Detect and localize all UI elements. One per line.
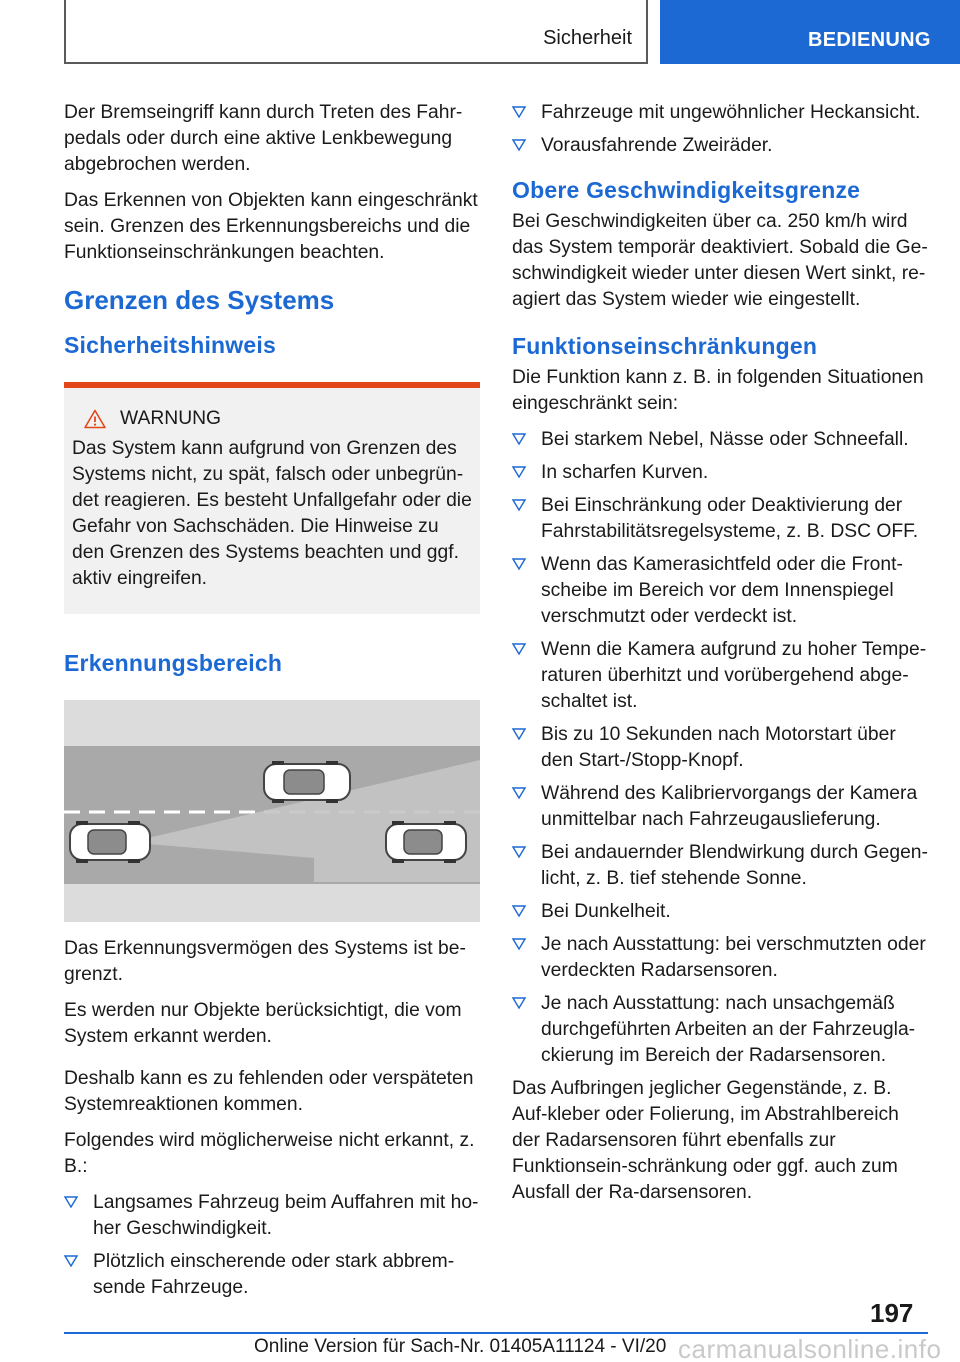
car-ahead-lower <box>386 821 466 863</box>
paragraph: Das Erkennen von Objekten kann eingeschränkt sein. Grenzen des Erkennungsbereichs und die Funktionseinschränkungen beachten. <box>64 190 478 263</box>
list-item-text: Je nach Ausstattung: nach unsachgemäß durchgeführten Arbeiten an der Fahrzeugla-ckierung im Bereich der Radarsensoren. <box>541 993 916 1066</box>
paragraph: Das Aufbringen jeglicher Gegenstände, z. B. Auf-kleber oder Folierung, im Abstrahlbereich der Radarsensoren führt ebenfalls zur Funktionsein-schränkung oder ggf. auch zum Ausfall der Ra-darsensoren. <box>512 1078 899 1203</box>
list-item <box>512 493 928 545</box>
subheading-erkennungsbereich: Erkennungsbereich <box>64 650 283 676</box>
right-column <box>512 100 928 1216</box>
list-item-text: Während des Kalibriervorgangs der Kamera unmittelbar nach Fahrzeugauslieferung. <box>541 783 918 830</box>
triangle-bullet-icon <box>512 786 526 800</box>
triangle-bullet-icon <box>512 996 526 1010</box>
list-item-text: Bei Einschränkung oder Deaktivierung der Fahrstabilitätsregelsysteme, z. B. DSC OFF. <box>541 495 919 542</box>
paragraph: Deshalb kann es zu fehlenden oder verspäteten Systemreaktionen kommen. <box>64 1068 474 1115</box>
paragraph: Das Erkennungsvermögen des Systems ist be-grenzt. <box>64 938 466 985</box>
road-diagram <box>64 700 480 922</box>
bullet-list <box>64 1190 480 1301</box>
triangle-bullet-icon <box>512 105 526 119</box>
car-ahead-upper <box>264 761 350 803</box>
list-item <box>512 552 928 630</box>
list-item <box>512 899 928 925</box>
list-item <box>512 722 928 774</box>
triangle-bullet-icon <box>512 465 526 479</box>
list-item-text: In scharfen Kurven. <box>541 462 709 483</box>
subheading-sicherheitshinweis: Sicherheitshinweis <box>64 332 276 358</box>
header-section-title: Sicherheit <box>543 27 632 49</box>
triangle-bullet-icon <box>512 498 526 512</box>
list-item-text: Je nach Ausstattung: bei verschmutzten oder verdeckten Radarsensoren. <box>541 934 926 981</box>
triangle-bullet-icon <box>512 904 526 918</box>
subheading-obere-geschwindigkeitsgrenze: Obere Geschwindigkeitsgrenze <box>512 177 861 203</box>
list-item-text: Plötzlich einscherende oder stark abbrem-sende Fahrzeuge. <box>93 1251 455 1298</box>
triangle-bullet-icon <box>512 557 526 571</box>
section-heading-grenzen: Grenzen des Systems <box>64 285 335 315</box>
list-item <box>512 637 928 715</box>
warning-text: Das System kann aufgrund von Grenzen des Systems nicht, zu spät, falsch oder unbegrün-det reagieren. Es besteht Unfallgefahr oder die Gefahr von Sachschäden. Die Hinweise zu den Grenzen des Systems beachten und ggf. aktiv eingreifen. <box>72 438 472 589</box>
paragraph: Bei Geschwindigkeiten über ca. 250 km/h wird das System temporär deaktiviert. Sobald die Ge-schwindigkeit wieder unter diesen Wert sinkt, re-agiert das System wieder wie eingestellt. <box>512 211 928 310</box>
header-chapter-tab[interactable] <box>660 0 960 64</box>
list-item <box>512 781 928 833</box>
list-item-text: Wenn das Kamerasichtfeld oder die Front-scheibe im Bereich vor dem Innenspiegel verschmutzt oder verdeckt ist. <box>541 554 903 627</box>
list-item-text: Bei Dunkelheit. <box>541 901 671 922</box>
detection-range-illustration <box>64 700 480 922</box>
list-item <box>512 932 928 984</box>
list-item <box>64 1190 480 1242</box>
list-item-text: Wenn die Kamera aufgrund zu hoher Tempe-raturen überhitzt und vorübergehend abge-schaltet ist. <box>541 639 927 712</box>
list-item-text: Bis zu 10 Sekunden nach Motorstart über den Start-/Stopp-Knopf. <box>541 724 896 771</box>
bullet-list-top <box>512 100 928 159</box>
triangle-bullet-icon <box>512 727 526 741</box>
paragraph: Es werden nur Objekte berücksichtigt, die vom System erkannt werden. <box>64 1000 462 1047</box>
paragraph: Der Bremseingriff kann durch Treten des Fahr-pedals oder durch eine aktive Lenkbewegung abgebrochen werden. <box>64 102 463 175</box>
list-item-text: Bei starkem Nebel, Nässe oder Schneefall. <box>541 429 909 450</box>
triangle-bullet-icon <box>512 432 526 446</box>
list-item <box>512 427 928 453</box>
subheading-funktionseinschraenkungen: Funktionseinschränkungen <box>512 333 818 359</box>
list-item <box>512 991 928 1069</box>
list-item-text: Langsames Fahrzeug beim Auffahren mit ho-her Geschwindigkeit. <box>93 1192 479 1239</box>
list-item <box>64 1249 480 1301</box>
warning-title: WARNUNG <box>120 408 222 429</box>
paragraph: Die Funktion kann z. B. in folgenden Situationen eingeschränkt sein: <box>512 367 924 414</box>
warning-triangle-icon <box>84 409 106 429</box>
car-front-left <box>70 821 150 863</box>
paragraph: Folgendes wird möglicherweise nicht erkannt, z. B.: <box>64 1130 475 1177</box>
triangle-bullet-icon <box>64 1195 78 1209</box>
list-item-text: Fahrzeuge mit ungewöhnlicher Heckansicht. <box>541 102 921 123</box>
list-item <box>512 133 928 159</box>
list-item <box>512 460 928 486</box>
header-section-box <box>64 0 648 64</box>
footer-online-version: Online Version für Sach-Nr. 01405A11124 - VI/20 <box>254 1336 667 1357</box>
list-item <box>512 100 928 126</box>
list-item-text: Bei andauernder Blendwirkung durch Gegen-licht, z. B. tief stehende Sonne. <box>541 842 928 889</box>
warning-box <box>64 382 480 614</box>
triangle-bullet-icon <box>512 642 526 656</box>
header-chapter-label: BEDIENUNG <box>808 29 931 51</box>
triangle-bullet-icon <box>512 845 526 859</box>
triangle-bullet-icon <box>512 138 526 152</box>
warning-header <box>72 408 472 430</box>
list-item-text: Vorausfahrende Zweiräder. <box>541 135 773 156</box>
left-column <box>64 100 480 1308</box>
watermark: carmanualsonline.info <box>678 1334 942 1362</box>
triangle-bullet-icon <box>512 937 526 951</box>
list-item <box>512 840 928 892</box>
bullet-list-limitations <box>512 427 928 1069</box>
page-number: 197 <box>870 1298 914 1328</box>
triangle-bullet-icon <box>64 1254 78 1268</box>
